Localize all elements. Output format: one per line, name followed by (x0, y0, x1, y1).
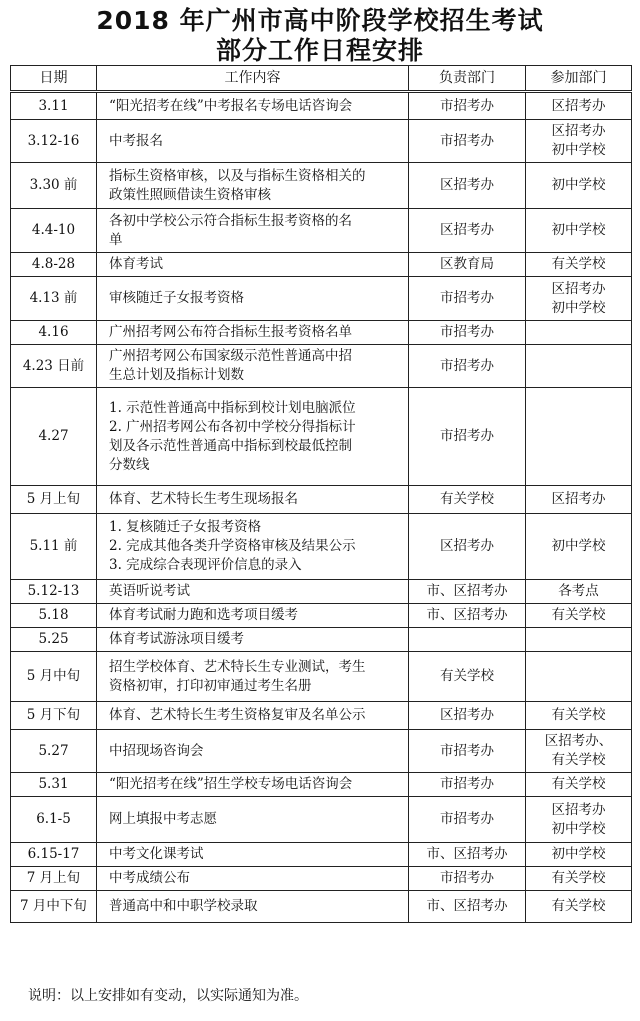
cell-content (97, 843, 409, 867)
table-row (11, 604, 632, 628)
cell-content (97, 514, 409, 580)
cell-content (97, 730, 409, 773)
cell-responsible-dept: 区招考办 (409, 163, 526, 209)
cell-date: 3.11 (11, 92, 97, 120)
cell-date: 5.11 前 (11, 514, 97, 580)
join-line: 初中学校 (551, 299, 606, 316)
cell-participating-dept (526, 321, 632, 345)
header-join: 参加部门 (526, 66, 632, 92)
table-row (11, 891, 632, 923)
table-row (11, 730, 632, 773)
cell-date: 6.15-17 (11, 843, 97, 867)
content-line: 中考成绩公布 (109, 870, 190, 886)
cell-responsible-dept: 区招考办 (409, 514, 526, 580)
content-line: 政策性照顾借读生资格审核 (109, 186, 271, 203)
table-row (11, 867, 632, 891)
cell-participating-dept (526, 277, 632, 321)
cell-date: 5.18 (11, 604, 97, 628)
cell-participating-dept (526, 209, 632, 253)
cell-responsible-dept: 有关学校 (409, 486, 526, 514)
table-row (11, 388, 632, 486)
cell-responsible-dept: 市招考办 (409, 867, 526, 891)
cell-content (97, 345, 409, 388)
content-line: 各初中学校公示符合指标生报考资格的名 (109, 212, 352, 229)
cell-date: 5.31 (11, 773, 97, 797)
cell-content (97, 321, 409, 345)
cell-participating-dept (526, 628, 632, 652)
cell-responsible-dept (409, 628, 526, 652)
cell-participating-dept (526, 843, 632, 867)
header-date: 日期 (11, 66, 97, 92)
cell-date: 3.30 前 (11, 163, 97, 209)
content-line: 1. 复核随迁子女报考资格 (109, 519, 262, 535)
content-line: “阳光招考在线”中考报名专场电话咨询会 (109, 97, 353, 114)
content-line: 生总计划及指标计划数 (109, 367, 244, 383)
join-line: 有关学校 (551, 898, 606, 914)
cell-content (97, 486, 409, 514)
join-line: 有关学校 (551, 256, 606, 272)
cell-participating-dept (526, 345, 632, 388)
content-line: 中考报名 (109, 132, 163, 149)
table-row (11, 628, 632, 652)
header-dept: 负责部门 (409, 66, 526, 92)
table-row (11, 797, 632, 843)
join-line: 有关学校 (551, 870, 606, 886)
cell-content (97, 209, 409, 253)
cell-date: 6.1-5 (11, 797, 97, 843)
cell-content (97, 120, 409, 163)
cell-responsible-dept: 市招考办 (409, 730, 526, 773)
join-line: 初中学校 (551, 142, 606, 158)
cell-participating-dept (526, 867, 632, 891)
join-line: 初中学校 (551, 538, 606, 554)
cell-responsible-dept: 市招考办 (409, 797, 526, 843)
content-line: “阳光招考在线”招生学校专场电话咨询会 (109, 776, 353, 792)
cell-date: 5.27 (11, 730, 97, 773)
cell-responsible-dept: 区教育局 (409, 253, 526, 277)
cell-content (97, 253, 409, 277)
cell-date: 4.23 日前 (11, 345, 97, 388)
join-line: 有关学校 (551, 776, 606, 792)
cell-responsible-dept: 市招考办 (409, 388, 526, 486)
content-line: 指标生资格审核，以及与指标生资格相关的 (109, 167, 366, 184)
footnote: 说明：以上安排如有变动，以实际通知为准。 (28, 988, 308, 1004)
page-title: 2018 年广州市高中阶段学校招生考试 (96, 6, 544, 35)
cell-responsible-dept: 市、区招考办 (409, 580, 526, 604)
content-line: 体育考试游泳项目缓考 (109, 631, 244, 647)
cell-participating-dept (526, 730, 632, 773)
cell-content (97, 797, 409, 843)
content-line: 体育考试 (109, 256, 163, 272)
content-line: 招生学校体育、艺术特长生专业测试，考生 (109, 658, 366, 675)
cell-date: 4.8-28 (11, 253, 97, 277)
cell-content (97, 277, 409, 321)
schedule-table (10, 65, 632, 923)
table-row (11, 92, 632, 120)
table-row (11, 702, 632, 730)
cell-date: 7 月中下旬 (11, 891, 97, 923)
cell-content (97, 773, 409, 797)
content-line: 划及各示范性普通高中指标到校最低控制 (109, 437, 352, 454)
table-row (11, 163, 632, 209)
cell-participating-dept (526, 486, 632, 514)
table-header-row (11, 66, 632, 92)
join-line: 区招考办、 (544, 733, 613, 749)
cell-participating-dept (526, 604, 632, 628)
cell-content (97, 867, 409, 891)
cell-participating-dept (526, 773, 632, 797)
header-content: 工作内容 (97, 66, 409, 92)
join-line: 区招考办 (551, 123, 606, 139)
cell-date: 5 月上旬 (11, 486, 97, 514)
cell-responsible-dept: 有关学校 (409, 652, 526, 702)
cell-participating-dept (526, 652, 632, 702)
content-line: 3. 完成综合表现评价信息的录入 (109, 557, 302, 573)
cell-date: 5 月下旬 (11, 702, 97, 730)
cell-participating-dept (526, 120, 632, 163)
cell-content (97, 891, 409, 923)
content-line: 2. 广州招考网公布各初中学校分得指标计 (109, 418, 356, 435)
cell-date: 5.25 (11, 628, 97, 652)
join-line: 各考点 (558, 583, 599, 599)
join-line: 有关学校 (551, 607, 606, 623)
cell-date: 5 月中旬 (11, 652, 97, 702)
cell-responsible-dept: 市招考办 (409, 120, 526, 163)
content-line: 广州招考网公布国家级示范性普通高中招 (109, 348, 352, 364)
cell-date: 4.4-10 (11, 209, 97, 253)
join-line: 初中学校 (551, 846, 606, 862)
join-line: 初中学校 (551, 222, 606, 238)
cell-date: 7 月上旬 (11, 867, 97, 891)
table-row (11, 773, 632, 797)
content-line: 广州招考网公布符合指标生报考资格名单 (109, 324, 352, 340)
content-line: 审核随迁子女报考资格 (109, 290, 244, 306)
cell-participating-dept (526, 891, 632, 923)
join-line: 初中学校 (551, 820, 606, 837)
cell-responsible-dept: 区招考办 (409, 209, 526, 253)
cell-date: 4.27 (11, 388, 97, 486)
join-line: 有关学校 (551, 752, 606, 768)
cell-date: 5.12-13 (11, 580, 97, 604)
content-line: 中考文化课考试 (109, 846, 204, 862)
join-line: 区招考办 (551, 801, 606, 818)
cell-responsible-dept: 市、区招考办 (409, 604, 526, 628)
table-row (11, 120, 632, 163)
content-line: 体育、艺术特长生考生现场报名 (109, 491, 298, 507)
cell-content (97, 163, 409, 209)
cell-responsible-dept: 市招考办 (409, 345, 526, 388)
table-row (11, 345, 632, 388)
cell-date: 4.16 (11, 321, 97, 345)
cell-content (97, 92, 409, 120)
cell-participating-dept (526, 92, 632, 120)
content-line: 资格初审，打印初审通过考生名册 (109, 677, 312, 694)
cell-participating-dept (526, 514, 632, 580)
cell-responsible-dept: 市、区招考办 (409, 843, 526, 867)
table-row (11, 277, 632, 321)
cell-participating-dept (526, 797, 632, 843)
cell-content (97, 652, 409, 702)
table-row (11, 652, 632, 702)
table-row (11, 843, 632, 867)
content-line: 分数线 (109, 456, 150, 473)
content-line: 2. 完成其他各类升学资格审核及结果公示 (109, 538, 356, 554)
cell-participating-dept (526, 253, 632, 277)
content-line: 体育考试耐力跑和选考项目缓考 (109, 607, 298, 623)
content-line: 中招现场咨询会 (109, 742, 204, 759)
cell-content (97, 388, 409, 486)
cell-participating-dept (526, 702, 632, 730)
table-body (11, 92, 632, 923)
content-line: 1. 示范性普通高中指标到校计划电脑派位 (109, 399, 356, 416)
cell-responsible-dept: 市招考办 (409, 773, 526, 797)
cell-responsible-dept: 市招考办 (409, 277, 526, 321)
cell-content (97, 628, 409, 652)
cell-content (97, 580, 409, 604)
cell-participating-dept (526, 580, 632, 604)
table-row (11, 486, 632, 514)
cell-responsible-dept: 市、区招考办 (409, 891, 526, 923)
cell-date: 4.13 前 (11, 277, 97, 321)
cell-date: 3.12-16 (11, 120, 97, 163)
join-line: 区招考办 (551, 280, 606, 297)
table-row (11, 580, 632, 604)
cell-content (97, 702, 409, 730)
cell-content (97, 604, 409, 628)
content-line: 网上填报中考志愿 (109, 811, 217, 827)
join-line: 初中学校 (551, 177, 606, 193)
cell-responsible-dept: 市招考办 (409, 321, 526, 345)
content-line: 体育、艺术特长生考生资格复审及名单公示 (109, 707, 366, 723)
content-line: 英语听说考试 (109, 583, 190, 599)
page-subtitle: 部分工作日程安排 (215, 36, 424, 65)
cell-responsible-dept: 区招考办 (409, 702, 526, 730)
join-line: 区招考办 (551, 491, 606, 507)
content-line: 普通高中和中职学校录取 (109, 898, 258, 914)
join-line: 区招考办 (551, 97, 606, 114)
table-row (11, 321, 632, 345)
table-row (11, 514, 632, 580)
table-row (11, 209, 632, 253)
cell-participating-dept (526, 388, 632, 486)
cell-responsible-dept: 市招考办 (409, 92, 526, 120)
content-line: 单 (109, 231, 123, 248)
join-line: 有关学校 (551, 707, 606, 723)
table-row (11, 253, 632, 277)
cell-participating-dept (526, 163, 632, 209)
